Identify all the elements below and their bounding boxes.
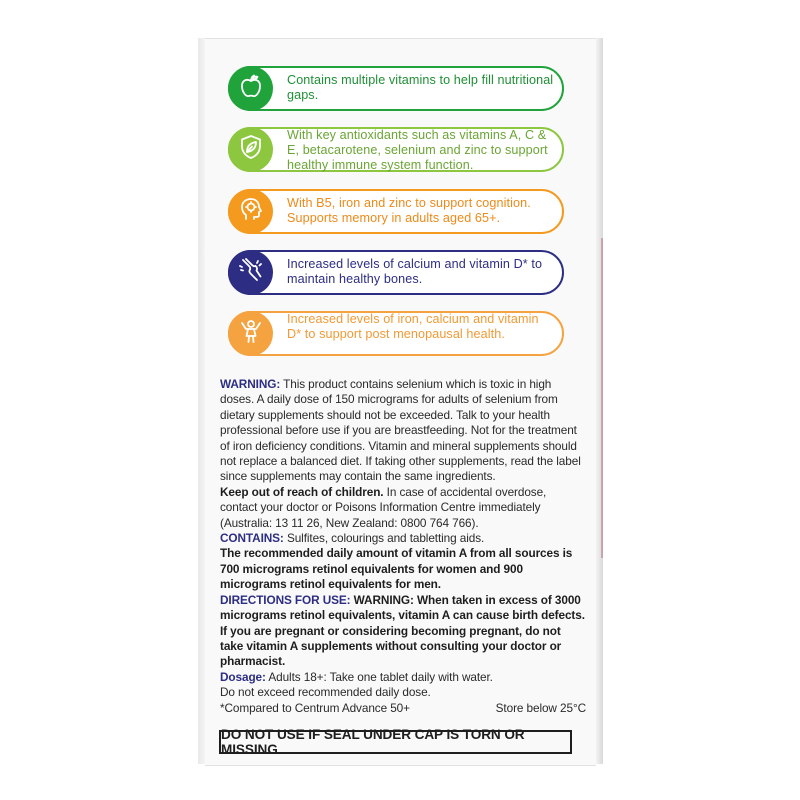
claim-text: Increased levels of calcium and vitamin D* to maintain healthy bones. [287, 257, 543, 286]
claim-icon-badge [228, 66, 273, 111]
package-right-edge [596, 38, 603, 764]
claim-icon-badge [228, 311, 273, 356]
seal-warning-box: DO NOT USE IF SEAL UNDER CAP IS TORN OR MISSING [219, 730, 572, 754]
shield-leaf-icon [237, 133, 265, 166]
claim-icon-badge [228, 189, 273, 234]
dosage-heading: Dosage: [220, 669, 266, 684]
package-edge-accent [601, 238, 603, 558]
keep-out-text: In case of accidental overdose, contact your doctor or Poisons Information Centre immediately (Australia: 13 11 26, New Zealand: 0800 764 766). [220, 484, 547, 530]
footnote: *Compared to Centrum Advance 50+ [220, 700, 410, 715]
dosage-text: Adults 18+: Take one tablet daily with water. [265, 669, 493, 684]
storage-instruction: Store below 25°C [495, 700, 586, 715]
claim-pill-bones [228, 250, 564, 295]
claim-text: With key antioxidants such as vitamins A, C & E, betacarotene, selenium and zinc to support healthy immune system function. [287, 128, 548, 172]
woman-figure-icon [237, 317, 265, 350]
package-side-panel [205, 38, 596, 766]
contains-heading: CONTAINS: [220, 531, 284, 546]
directions-paragraph [220, 593, 586, 670]
warning-text: This product contains selenium which is toxic in high doses. A daily dose of 150 micrograms for adults of selenium from dietary supplements should not be exceeded. Talk to your health professional before use if you are breastfeeding. Not for the treatment of iron deficiency conditions. Vitamin and mineral supplements should not replace a balanced diet. If taking other supplements, read the label since supplements may contain the same ingredients. [220, 377, 581, 484]
claim-icon-badge [228, 250, 273, 295]
contains-paragraph [220, 531, 586, 546]
claim-pill-antioxidants [228, 127, 564, 172]
dosage-paragraph [220, 670, 586, 685]
claim-text: With B5, iron and zinc to support cognition. Supports memory in adults aged 65+. [287, 196, 531, 225]
claim-text: Increased levels of iron, calcium and vitamin D* to support post menopausal health. [287, 312, 539, 341]
directions-heading: DIRECTIONS FOR USE: [220, 592, 351, 607]
label-body-text [220, 377, 586, 716]
keep-out-paragraph [220, 485, 586, 531]
claim-pill-cognition [228, 189, 564, 234]
vitamin-a-statement: The recommended daily amount of vitamin A from all sources is 700 micrograms retinol equivalents for women and 900 micrograms retinol equivalents for men. [220, 546, 573, 592]
claim-icon-badge [228, 127, 273, 172]
bone-joint-icon [237, 256, 265, 289]
warning-heading: WARNING: [220, 377, 281, 391]
warning-paragraph [220, 377, 586, 485]
claim-pill-nutritional-gaps [228, 66, 564, 111]
footnote-row [220, 701, 586, 716]
keep-out-heading: Keep out of reach of children. [220, 484, 384, 499]
claim-pill-menopausal [228, 311, 564, 356]
claim-text: Contains multiple vitamins to help fill nutritional gaps. [287, 73, 554, 102]
dosage-note: Do not exceed recommended daily dose. [220, 685, 431, 700]
contains-text: Sulfites, colourings and tabletting aids. [283, 531, 485, 546]
apple-icon [237, 72, 265, 105]
head-brain-icon [237, 195, 265, 228]
directions-text: WARNING: When taken in excess of 3000 micrograms retinol equivalents, vitamin A can cause birth defects. If you are pregnant or considering becoming pregnant, do not take vitamin A supplements without consulting your doctor or pharmacist. [220, 592, 585, 669]
